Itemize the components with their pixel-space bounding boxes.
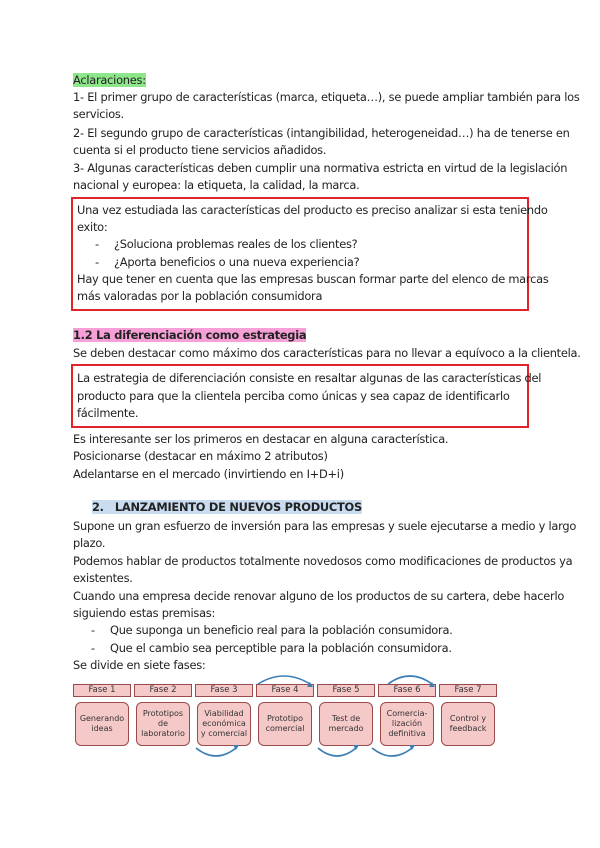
phase-label-7: Fase 7 bbox=[439, 684, 497, 697]
section2-line: Podemos hablar de productos totalmente novedosos como modificaciones de productos ya bbox=[73, 554, 573, 568]
section2-line: siguiendo estas premisas: bbox=[73, 606, 216, 620]
bullet-dash: - bbox=[91, 641, 96, 655]
section12-intro: Se deben destacar como máximo dos características para no llevar a equívoco a la clientela. bbox=[73, 346, 581, 360]
phase-label-3: Fase 3 bbox=[195, 684, 253, 697]
arrow-fase3-loop bbox=[196, 748, 236, 756]
aclaraciones-line: 2- El segundo grupo de características (intangibilidad, heterogeneidad…) ha de tenerse en bbox=[73, 126, 570, 140]
aclaraciones-line: 3- Algunas características deben cumplir una normativa estricta en virtud de la legislación bbox=[73, 161, 568, 175]
bullet-dash: - bbox=[91, 623, 96, 637]
section-heading-1-2: 1.2 La diferenciación como estrategia bbox=[73, 328, 307, 342]
body-line: Adelantarse en el mercado (invirtiendo en I+D+i) bbox=[73, 467, 344, 481]
aclaraciones-line: 1- El primer grupo de características (marca, etiqueta…), se puede ampliar también para los bbox=[73, 90, 580, 104]
phase-label-6: Fase 6 bbox=[378, 684, 436, 697]
arrow-fase4-loop bbox=[258, 676, 310, 684]
phase-box-4: Prototipo comercial bbox=[258, 702, 312, 746]
aclaraciones-line: servicios. bbox=[73, 107, 124, 121]
phase-label-2: Fase 2 bbox=[134, 684, 192, 697]
bullet-dash: - bbox=[95, 255, 100, 269]
phase-label-5: Fase 5 bbox=[317, 684, 375, 697]
arrow-fase6-bottom-loop bbox=[372, 748, 412, 756]
section2-line: plazo. bbox=[73, 536, 106, 550]
box1-bullet: ¿Aporta beneficios o una nueva experiencia? bbox=[114, 255, 360, 269]
phase-box-2: Prototipos de laboratorio bbox=[136, 702, 190, 746]
phase-box-5: Test de mercado bbox=[319, 702, 373, 746]
phase-box-1: Generando ideas bbox=[75, 702, 129, 746]
arrow-fase6-loop bbox=[388, 676, 432, 684]
section-heading-2: 2. LANZAMIENTO DE NUEVOS PRODUCTOS bbox=[92, 500, 362, 514]
phase-label-4: Fase 4 bbox=[256, 684, 314, 697]
box1-line: más valoradas por la población consumidora bbox=[77, 289, 323, 303]
phase-label-1: Fase 1 bbox=[73, 684, 131, 697]
aclaraciones-line: cuenta si el producto tiene servicios añadidos. bbox=[73, 143, 327, 157]
body-line: Posicionarse (destacar en máximo 2 atributos) bbox=[73, 449, 328, 463]
section2-line: Cuando una empresa decide renovar alguno de los productos de su cartera, debe hacerlo bbox=[73, 589, 565, 603]
box1-line: Una vez estudiada las características del producto es preciso analizar si esta teniendo bbox=[77, 203, 548, 217]
arrow-fase5-loop bbox=[318, 748, 356, 756]
section2-line: Supone un gran esfuerzo de inversión para las empresas y suele ejecutarse a medio y largo bbox=[73, 519, 577, 533]
phase-box-7: Control y feedback bbox=[441, 702, 495, 746]
section2-closing: Se divide en siete fases: bbox=[73, 658, 206, 672]
body-line: Es interesante ser los primeros en destacar en alguna característica. bbox=[73, 432, 449, 446]
box1-line: exito: bbox=[77, 220, 108, 234]
box2-line: La estrategia de diferenciación consiste en resaltar algunas de las características del bbox=[77, 371, 542, 385]
aclaraciones-title: Aclaraciones: bbox=[73, 73, 146, 87]
section2-bullet: Que suponga un beneficio real para la población consumidora. bbox=[110, 623, 453, 637]
phase-box-6: Comercia-lización definitiva bbox=[380, 702, 434, 746]
section2-bullet: Que el cambio sea perceptible para la población consumidora. bbox=[110, 641, 452, 655]
aclaraciones-line: nacional y europea: la etiqueta, la calidad, la marca. bbox=[73, 178, 360, 192]
bullet-dash: - bbox=[95, 237, 100, 251]
section2-line: existentes. bbox=[73, 571, 133, 585]
box1-line: Hay que tener en cuenta que las empresas buscan formar parte del elenco de marcas bbox=[77, 272, 549, 286]
phase-box-3: Viabilidad económica y comercial bbox=[197, 702, 251, 746]
box2-line: fácilmente. bbox=[77, 406, 139, 420]
box2-line: producto para que la clientela perciba como únicas y sea capaz de identificarlo bbox=[77, 389, 510, 403]
box1-bullet: ¿Soluciona problemas reales de los clientes? bbox=[114, 237, 358, 251]
